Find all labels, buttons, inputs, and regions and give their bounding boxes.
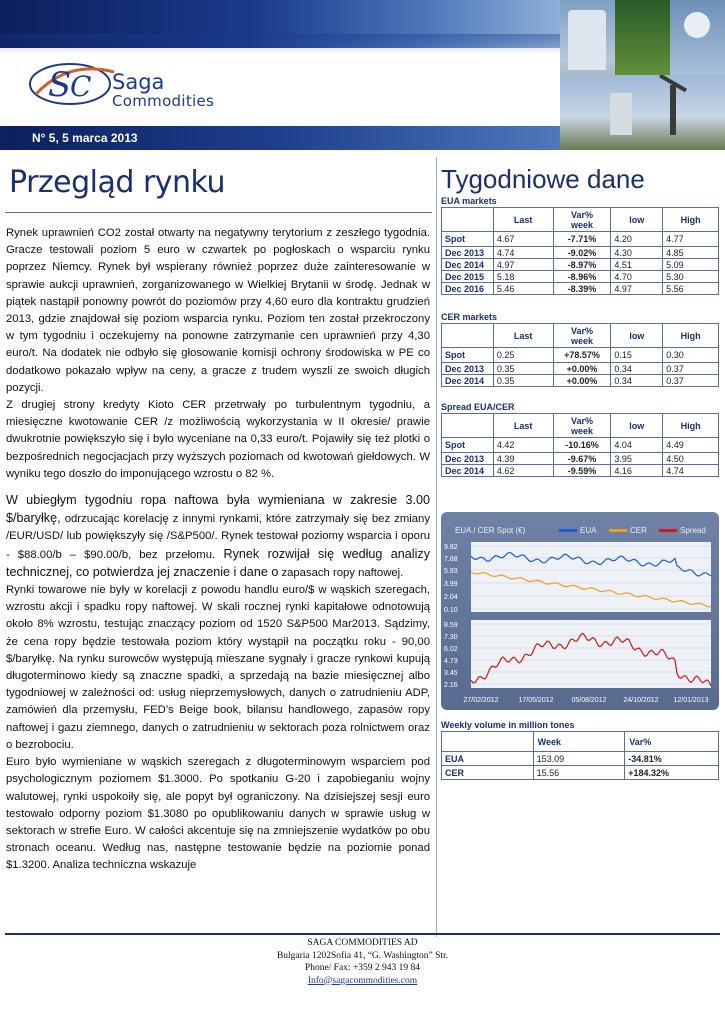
table-cell: -8.39%: [553, 283, 611, 295]
eua-markets-label: EUA markets: [441, 196, 497, 206]
y-tick-label: 4.73: [444, 658, 458, 665]
table-cell: 4.74: [493, 247, 553, 259]
col-header: [442, 324, 494, 348]
x-tick-label: 24/10/2012: [623, 697, 659, 704]
col-header: Var%: [625, 732, 719, 752]
table-cell: Dec 2013: [442, 363, 494, 375]
title-divider: [5, 212, 432, 213]
table-cell: 4.50: [663, 453, 719, 465]
paragraph-cer: Z drugiej strony kredyty Kioto CER przetrwały po turbulentnym tygodniu, a miesięczne kwotowanie CER /z możliwością wykorzystania w II okresie/ prawie dwukrotnie powiększyło się i było wyceniane na 0,33 euro/t. Pojawiły się też plotki o bezpośrednich negocjacjach przy wyższych poziomach od kwotowań giełdowych. W wyniku tego doszło do imponującego wzrostu o 82 %.: [6, 399, 430, 480]
svg-text:C: C: [70, 70, 92, 103]
legend-cer: CER: [609, 526, 647, 535]
table-row: [442, 453, 719, 465]
cer-markets-label: CER markets: [441, 312, 498, 322]
table-cell: 4.04: [611, 438, 663, 453]
table-cell: 5.30: [663, 271, 719, 283]
table-cell: Dec 2016: [442, 283, 494, 295]
svg-text:S: S: [48, 65, 72, 105]
eua-cer-chart: [441, 512, 719, 710]
y-tick-label: 7.88: [444, 556, 458, 563]
table-cell: 4.97: [611, 283, 663, 295]
table-cell: Dec 2013: [442, 247, 494, 259]
table-cell: 0.35: [493, 363, 553, 375]
table-cell: Spot: [442, 438, 494, 453]
y-tick-label: 2.16: [444, 682, 458, 689]
table-cell: 4.49: [663, 438, 719, 453]
table-cell: +184.32%: [625, 766, 719, 780]
table-cell: Dec 2014: [442, 375, 494, 387]
table-cell: 0.37: [663, 375, 719, 387]
table-cell: Spot: [442, 232, 494, 247]
legend-spread: Spread: [659, 526, 706, 535]
table-cell: 4.30: [611, 247, 663, 259]
table-cell: 0.15: [611, 348, 663, 363]
logo-commodities-text: Commodities: [112, 92, 215, 110]
x-tick-label: 05/08/2012: [571, 697, 607, 704]
table-row: [442, 232, 719, 247]
x-tick-label: 27/02/2012: [463, 697, 499, 704]
table-cell: -9.67%: [553, 453, 611, 465]
col-header: low: [611, 324, 663, 348]
eua-markets-table: [441, 207, 719, 295]
footer-email-link[interactable]: Info@sagacommodities.com: [307, 975, 418, 986]
table-cell: 4.97: [493, 259, 553, 271]
cer-markets-table: [441, 323, 719, 387]
table-cell: 4.51: [611, 259, 663, 271]
y-tick-label: 2.04: [444, 594, 458, 601]
table-cell: 0.30: [663, 348, 719, 363]
table-cell: 5.18: [493, 271, 553, 283]
table-cell: Dec 2014: [442, 465, 494, 477]
table-cell: 153.09: [533, 752, 625, 766]
volume-table: [441, 731, 719, 780]
col-header: low: [611, 208, 663, 232]
col-header: Last: [493, 324, 553, 348]
col-header: low: [611, 414, 663, 438]
weekly-data-title: Tygodniowe dane: [441, 164, 645, 194]
paragraph-euro: Euro było wymieniane w wąskich szeregach z długoterminowym wsparciem pod psychologicznym poziomem $1.3000. Po spotkaniu G-20 i zapobieganiu wojny walutowej, rynki uspokoiły się, ale popyt był ograniczony. Na dzisiejszej sesji euro testowało odporny poziom $1.3080 po opublikowaniu danych w sprawie usług w sektorach w strefie Euro. W całości akcentuje się na zmniejszenie wydatków po obu stronach oceanu. Według nas, następne testowanie będzie na poziomie ponad $1.3200. Analiza techniczna wskazuje: [6, 756, 430, 872]
footer-company: SAGA COMMODITIES AD: [307, 938, 418, 948]
footer-phone: Phone/ Fax: +359 2 943 19 84: [304, 963, 421, 973]
table-cell: +0.00%: [553, 375, 611, 387]
col-header: [442, 732, 534, 752]
table-cell: -9.59%: [553, 465, 611, 477]
bottom-plot-area: [471, 620, 711, 688]
saga-logo: [28, 52, 228, 114]
col-header: [442, 208, 494, 232]
table-cell: 5.56: [663, 283, 719, 295]
paragraph-commodities: Rynki towarowe nie były w korelacji z powodu handlu euro/$ w wąskich szeregach, wzrostu akcji i spadku ropy naftowej. W skali rocznej rynki kapitałowe odnotowują około 8% wzrostu, testując znaczący poziom od 1520 S&P500 Mar2013. Sądzimy, że cena ropy będzie testowała poziom który wystąpił na początku roku - 90,00 $/baryłkę. Na rynku surowców występują mieszane sygnały i gracze rynkowi kupują długoterminowo kiedy są znaczne spadki, a sprzedają na bazie miesięcznej albo tygodniowej w zależności od: usług nieprzemysłowych, danych o zatrudnieniu ADP, zamówień dla przemysłu, FED’s Beige book, bilansu handlowego, zapasów ropy naftowej i gazu ziemnego, danych o zatrudnieniu w sektorach poza rolnictwem oraz o bezrobociu.: [6, 584, 430, 751]
legend-eua: EUA: [559, 526, 596, 535]
table-row: [442, 271, 719, 283]
table-cell: CER: [442, 766, 534, 780]
col-header: Last: [493, 414, 553, 438]
col-header: Var% week: [553, 414, 611, 438]
paragraph-oil: W ubiegłym tygodniu ropa naftowa była wymieniana w zakresie 3.00 $/baryłkę, odrzucając korelację z innymi rynkami, które zatrzymały się bez zmiany /EUR/USD/ lub powiększyły się /S&P500/. Rynek testował poziomy wsparcia i oporu - $88.00/b – $90.00/b, bez przełomu. Rynek rozwijał się według analizy technicznej, co potwierdza jej znaczenie i dane o zapasach ropy naftowej.: [6, 493, 430, 579]
table-cell: 0.34: [611, 363, 663, 375]
footer-divider: [5, 933, 720, 935]
col-header: Var% week: [553, 324, 611, 348]
table-cell: 0.37: [663, 363, 719, 375]
article-body: [6, 225, 430, 875]
table-cell: EUA: [442, 752, 534, 766]
table-cell: 0.34: [611, 375, 663, 387]
y-tick-label: 0.10: [444, 607, 458, 614]
y-tick-label: 8.59: [444, 622, 458, 629]
table-cell: 4.20: [611, 232, 663, 247]
table-cell: 0.25: [493, 348, 553, 363]
paragraph-co2: Rynek uprawnień CO2 został otwarty na negatywny terytorium z zeszłego tygodnia. Gracze testowali poziom 5 euro w czwartek po pogłoskach o wsparciu rynku poprzez Niemcy. Rynek był wspierany również poprzez duże zainteresowanie w sprawie aukcji uprawnień, zorganizowanego w Wielkiej Brytanii w środę. Jednak w piątek nastąpił ponowny powrót do poziomów przy 4,60 euro dla kontraktu grudzień 2013, gdzie znajdował się poziom wsparcia rynku. Poziom ten został przekroczony w tym tygodniu i oczekujemy na ponowne zatrzymanie cen uprawnień przy 4,30 euro/t. Na dodatek nie odbyło się głosowanie komisji ochrony środowiska w PE co dodatkowo pokazało wpływ na ceny, a gracze z trudem wyszli ze swoich długich pozycji.: [6, 227, 430, 394]
table-cell: -10.16%: [553, 438, 611, 453]
table-cell: 4.16: [611, 465, 663, 477]
table-row: [442, 283, 719, 295]
table-row: [442, 247, 719, 259]
table-cell: 4.74: [663, 465, 719, 477]
col-header: High: [663, 414, 719, 438]
table-cell: -7.71%: [553, 232, 611, 247]
table-cell: 4.70: [611, 271, 663, 283]
table-cell: 4.39: [493, 453, 553, 465]
col-header: Week: [533, 732, 625, 752]
table-row: [442, 752, 719, 766]
column-divider: [436, 157, 437, 937]
y-tick-label: 9.82: [444, 544, 458, 551]
table-row: [442, 438, 719, 453]
chart-title: EUA / CER Spot (€): [455, 526, 526, 535]
table-cell: -34.81%: [625, 752, 719, 766]
table-cell: -8.97%: [553, 259, 611, 271]
table-cell: 4.85: [663, 247, 719, 259]
table-cell: 4.42: [493, 438, 553, 453]
table-row: [442, 259, 719, 271]
table-cell: 4.77: [663, 232, 719, 247]
table-cell: Spot: [442, 348, 494, 363]
table-cell: Dec 2015: [442, 271, 494, 283]
table-cell: -8.96%: [553, 271, 611, 283]
y-tick-label: 3.99: [444, 581, 458, 588]
y-tick-label: 7.30: [444, 634, 458, 641]
x-tick-label: 17/05/2012: [518, 697, 554, 704]
col-header: Last: [493, 208, 553, 232]
issue-number: N° 5, 5 marca 2013: [32, 131, 138, 145]
table-row: [442, 766, 719, 780]
x-tick-label: 12/01/2013: [673, 697, 709, 704]
spread-label: Spread EUA/CER: [441, 402, 515, 412]
table-cell: 4.62: [493, 465, 553, 477]
footer-address: Bulgaria 1202Sofia 41, “G. Washington” Str.: [276, 950, 449, 961]
market-review-title: Przegląd rynku: [9, 165, 226, 200]
y-tick-label: 3.45: [444, 670, 458, 677]
y-tick-label: 5.93: [444, 568, 458, 575]
table-row: [442, 348, 719, 363]
table-cell: 5.46: [493, 283, 553, 295]
y-tick-label: 6.02: [444, 646, 458, 653]
table-row: [442, 363, 719, 375]
table-cell: Dec 2013: [442, 453, 494, 465]
spread-table: [441, 413, 719, 477]
col-header: Var% week: [553, 208, 611, 232]
col-header: [442, 414, 494, 438]
chart-plot: [441, 512, 719, 710]
table-row: [442, 465, 719, 477]
volume-label: Weekly volume in million tones: [441, 720, 575, 730]
table-cell: 3.95: [611, 453, 663, 465]
col-header: High: [663, 324, 719, 348]
table-cell: -9.02%: [553, 247, 611, 259]
table-row: [442, 375, 719, 387]
table-cell: 5.09: [663, 259, 719, 271]
col-header: High: [663, 208, 719, 232]
table-cell: +78.57%: [553, 348, 611, 363]
table-cell: 0.35: [493, 375, 553, 387]
table-cell: Dec 2014: [442, 259, 494, 271]
saga-logo-icon: [28, 52, 118, 114]
table-cell: 15.56: [533, 766, 625, 780]
table-cell: +0.00%: [553, 363, 611, 375]
header-photo-windmill: [560, 75, 725, 150]
footer: [0, 937, 725, 987]
table-cell: 4.67: [493, 232, 553, 247]
logo-saga-text: Saga: [112, 70, 165, 94]
